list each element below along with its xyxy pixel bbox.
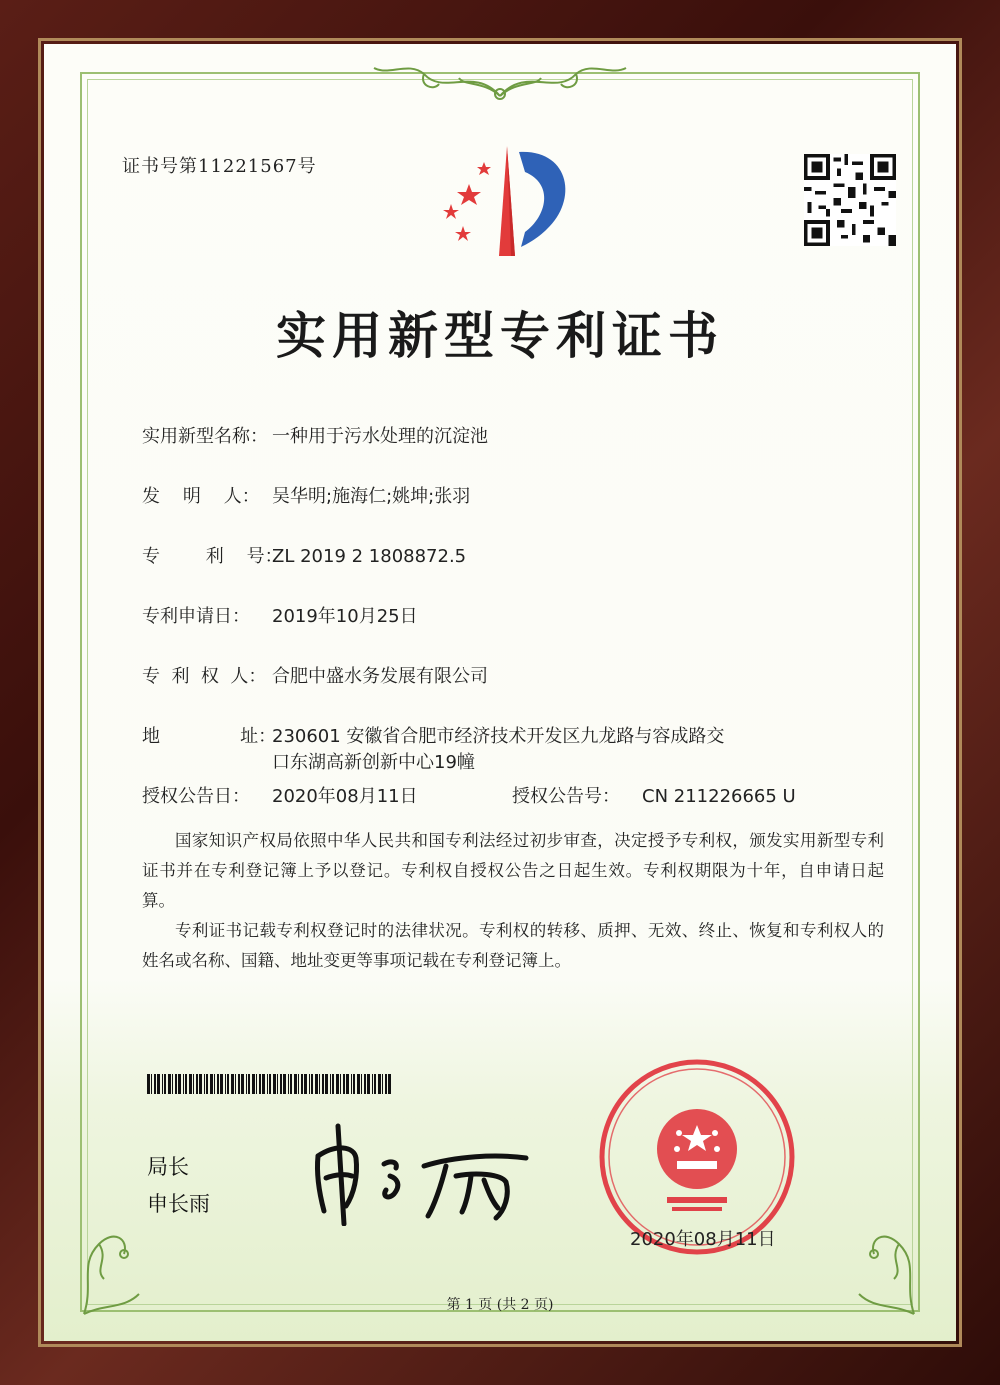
field-value: 2020年08月11日 — [272, 786, 418, 807]
barcode-icon — [147, 1074, 395, 1094]
field-label: 实用新型名称： — [142, 426, 268, 447]
certificate-title: 实用新型专利证书 — [276, 307, 724, 365]
field-address-line2: 口东湖高新创新中心19幢 — [272, 752, 475, 773]
field-grant-date — [142, 782, 418, 808]
field-value: 合肥中盛水务发展有限公司 — [272, 666, 488, 687]
body-paragraph-2: 专利证书记载专利权登记时的法律状况。专利权的转移、质押、无效、终止、恢复和专利权人的姓名或名称、国籍、地址变更等事项记载在专利登记簿上。 — [142, 921, 884, 970]
body-paragraph-1: 国家知识产权局依照中华人民共和国专利法经过初步审查，决定授予专利权，颁发实用新型专利证书并在专利登记簿上予以登记。专利权自授权公告之日起生效。专利权期限为十年，自申请日起算。 — [142, 831, 884, 910]
field-label: 专利申请日： — [142, 606, 250, 627]
field-label: 发 明 人： — [142, 486, 260, 507]
field-utility-model-name — [142, 422, 488, 448]
field-value: 吴华明;施海仁;姚坤;张羽 — [272, 486, 471, 507]
field-value: 230601 安徽省合肥市经济技术开发区九龙路与容成路交 — [272, 726, 725, 747]
field-label: 地 址： — [142, 726, 277, 747]
field-value: 一种用于污水处理的沉淀池 — [272, 426, 488, 447]
seal-date: 2020年08月11日 — [630, 1229, 776, 1250]
cnipa-logo-icon — [429, 144, 584, 264]
field-value: CN 211226665 U — [642, 786, 796, 807]
field-value: 2019年10月25日 — [272, 606, 418, 627]
top-ornament-icon — [364, 56, 636, 106]
certificate-number: 证书号第11221567号 — [122, 156, 317, 177]
certificate-paper — [44, 44, 956, 1341]
field-patent-number — [142, 542, 466, 568]
signature-icon — [306, 1116, 556, 1226]
field-label: 专 利 号： — [142, 546, 283, 567]
field-address — [142, 722, 724, 748]
director-title: 局长 — [147, 1155, 189, 1179]
field-label: 授权公告日： — [142, 786, 250, 807]
field-value: ZL 2019 2 1808872.5 — [272, 546, 467, 567]
field-inventor — [142, 482, 470, 508]
qr-code-icon — [804, 154, 896, 246]
page-indicator: 第 1 页 (共 2 页) — [446, 1297, 554, 1313]
field-filing-date — [142, 602, 418, 628]
field-label: 授权公告号： — [512, 786, 620, 807]
field-grant-number — [512, 782, 796, 808]
director-name: 申长雨 — [147, 1192, 210, 1216]
field-patentee — [142, 662, 488, 688]
field-label: 专 利 权 人： — [142, 666, 267, 687]
